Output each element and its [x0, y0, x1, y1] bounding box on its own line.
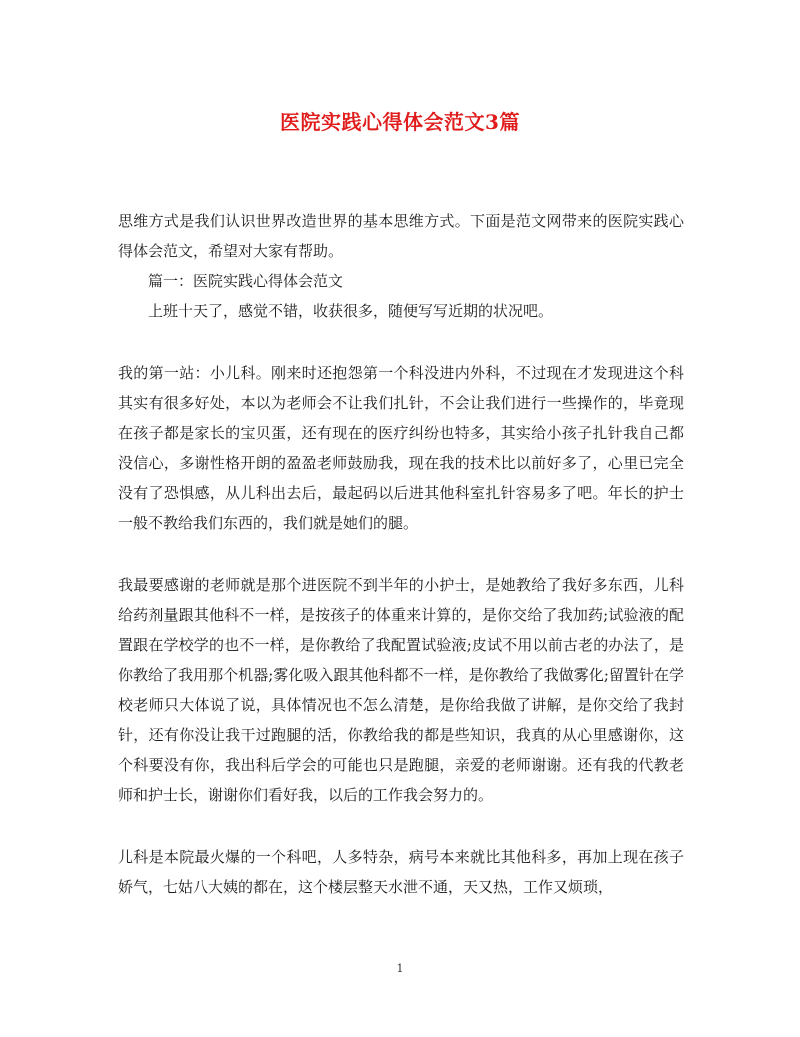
body-paragraph: 儿科是本院最火爆的一个科吧，人多特杂，病号本来就比其他科多，再加上现在孩子娇气，七姑八大姨的都在，这个楼层整天水泄不通，天又热，工作又烦琐， [118, 848, 684, 896]
intro-paragraph: 思维方式是我们认识世界改造世界的基本思维方式。下面是范文网带来的医院实践心得体会范文，希望对大家有帮助。 [118, 212, 684, 260]
body-paragraph: 我的第一站：小儿科。刚来时还抱怨第一个科没进内外科，不过现在才发现进这个科其实有很多好处，本以为老师会不让我们扎针，不会让我们进行一些操作的，毕竟现在孩子都是家长的宝贝蛋，还有现在的医疗纠纷也特多，其实给小孩子扎针我自己都没信心，多谢性格开朗的盈盈老师鼓励我，现在我的技术比以前好多了，心里已完全没有了恐惧感，从儿科出去后，最起码以后进其他科室扎针容易多了吧。年长的护士一般不教给我们东西的，我们就是她们的腿。 [118, 364, 684, 532]
body-paragraph: 我最要感谢的老师就是那个进医院不到半年的小护士，是她教给了我好多东西，儿科给药剂量跟其他科不一样，是按孩子的体重来计算的，是你交给了我加药;试验液的配置跟在学校学的也不一样，是你教给了我配置试验液;皮试不用以前古老的办法了，是你教给了我用那个机器;雾化吸入跟其他科都不一样，是你教给了我做雾化;留置针在学校老师只大体说了说，具体情况也不怎么清楚，是你给我做了讲解，是你交给了我封针，还有你没让我干过跑腿的活，你教给我的都是些知识，我真的从心里感谢你，这个科要没有你，我出科后学会的可能也只是跑腿，亲爱的老师谢谢。还有我的代教老师和护士长，谢谢你们看好我，以后的工作我会努力的。 [118, 576, 684, 804]
paragraph-gap [118, 810, 684, 842]
opening-paragraph: 上班十天了，感觉不错，收获很多，随便写写近期的状况吧。 [148, 302, 554, 320]
paragraph-gap [118, 538, 684, 570]
paragraph-gap [118, 326, 684, 358]
document-body [118, 206, 684, 902]
section-heading: 篇一：医院实践心得体会范文 [148, 272, 344, 290]
document-title: 医院实践心得体会范文3篇 [280, 110, 520, 134]
page-number: 1 [396, 962, 404, 975]
